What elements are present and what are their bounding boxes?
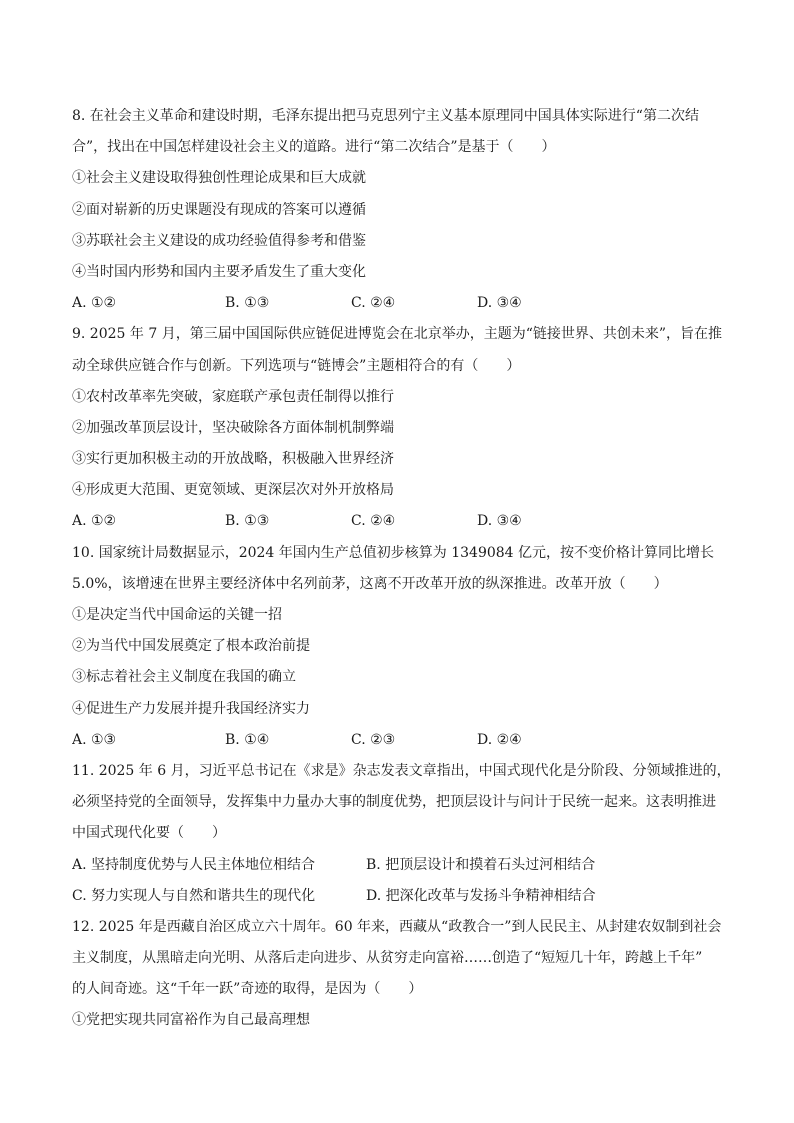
statement: ④促进生产力发展并提升我国经济实力: [72, 700, 310, 717]
option-a: A. 坚持制度优势与人民主体地位相结合: [72, 856, 316, 873]
question-stem-line: 11. 2025 年 6 月，习近平总书记在《求是》杂志发表文章指出，中国式现代化是分阶段、分领域推进的，: [72, 762, 731, 779]
statement: ②面对崭新的历史课题没有现成的答案可以遵循: [72, 201, 366, 218]
answer-options-row: [72, 881, 734, 912]
question-11: [72, 756, 734, 912]
statement: ②加强改革顶层设计，坚决破除各方面体制机制弊端: [72, 419, 394, 436]
answer-options-row: [72, 850, 734, 881]
statement: ③苏联社会主义建设的成功经验值得参考和借鉴: [72, 232, 366, 249]
option-c: C. ②③: [351, 731, 396, 748]
question-9: [72, 319, 734, 537]
option-c: C. ②④: [351, 295, 396, 312]
question-stem-line: 5.0%，该增速在世界主要经济体中名列前茅，这离不开改革开放的纵深推进。改革开放（ ）: [72, 575, 668, 592]
option-b: B. ①③: [225, 513, 270, 530]
option-b: B. 把顶层设计和摸着石头过河相结合: [366, 856, 596, 873]
option-d: D. ③④: [477, 513, 522, 530]
answer-options: [72, 725, 734, 756]
option-c: C. 努力实现人与自然和谐共生的现代化: [72, 887, 316, 904]
option-c: C. ②④: [351, 513, 396, 530]
question-stem-line: 的人间奇迹。这“千年一跃”奇迹的取得，是因为（ ）: [72, 981, 423, 998]
statement: ①社会主义建设取得独创性理论成果和巨大成就: [72, 170, 366, 187]
statement: ①党把实现共同富裕作为自己最高理想: [72, 1012, 310, 1029]
question-12: [72, 912, 734, 1037]
statement: ①农村改革率先突破，家庭联产承包责任制得以推行: [72, 388, 394, 405]
option-a: A. ①③: [72, 731, 117, 748]
option-b: B. ①④: [225, 731, 270, 748]
option-d: D. ③④: [477, 295, 522, 312]
answer-options: [72, 506, 734, 537]
statement: ③实行更加积极主动的开放战略，积极融入世界经济: [72, 451, 394, 468]
question-stem-line: 中国式现代化要（ ）: [72, 825, 226, 842]
option-a: A. ①②: [72, 513, 117, 530]
question-10: [72, 538, 734, 756]
option-a: A. ①②: [72, 295, 117, 312]
statement: ②为当代中国发展奠定了根本政治前提: [72, 638, 310, 655]
question-stem-line: 8. 在社会主义革命和建设时期，毛泽东提出把马克思列宁主义基本原理同中国具体实际进行“第二次结: [72, 108, 699, 124]
question-8: [72, 101, 734, 319]
question-stem-line: 12. 2025 年是西藏自治区成立六十周年。60 年来，西藏从“政教合一”到人民民主、从封建农奴制到社会: [72, 918, 722, 935]
question-stem-line: 必须坚持党的全面领导，发挥集中力量办大事的制度优势，把顶层设计与问计于民统一起来。这表明推进: [72, 794, 716, 811]
option-d: D. ②④: [477, 731, 522, 748]
question-stem-line: 合”，找出在中国怎样建设社会主义的道路。进行“第二次结合”是基于（ ）: [72, 139, 556, 156]
question-stem-line: 9. 2025 年 7 月，第三届中国国际供应链促进博览会在北京举办，主题为“链接世界、共创未来”，旨在推: [72, 326, 723, 343]
option-b: B. ①③: [225, 295, 270, 312]
answer-options: [72, 288, 734, 319]
question-stem-line: 主义制度，从黑暗走向光明、从落后走向进步、从贫穷走向富裕……创造了“短短几十年，跨越上千年”: [72, 950, 703, 967]
statement: ①是决定当代中国命运的关键一招: [72, 607, 282, 623]
statement: ④当时国内形势和国内主要矛盾发生了重大变化: [72, 263, 366, 280]
statement: ④形成更大范围、更宽领域、更深层次对外开放格局: [72, 482, 394, 499]
question-stem-line: 动全球供应链合作与创新。下列选项与“链博会”主题相符合的有（ ）: [72, 357, 521, 374]
question-stem-line: 10. 国家统计局数据显示，2024 年国内生产总值初步核算为 1349084 亿元，按不变价格计算同比增长: [72, 544, 715, 561]
statement: ③标志着社会主义制度在我国的确立: [72, 669, 296, 686]
option-d: D. 把深化改革与发扬斗争精神相结合: [366, 887, 596, 904]
